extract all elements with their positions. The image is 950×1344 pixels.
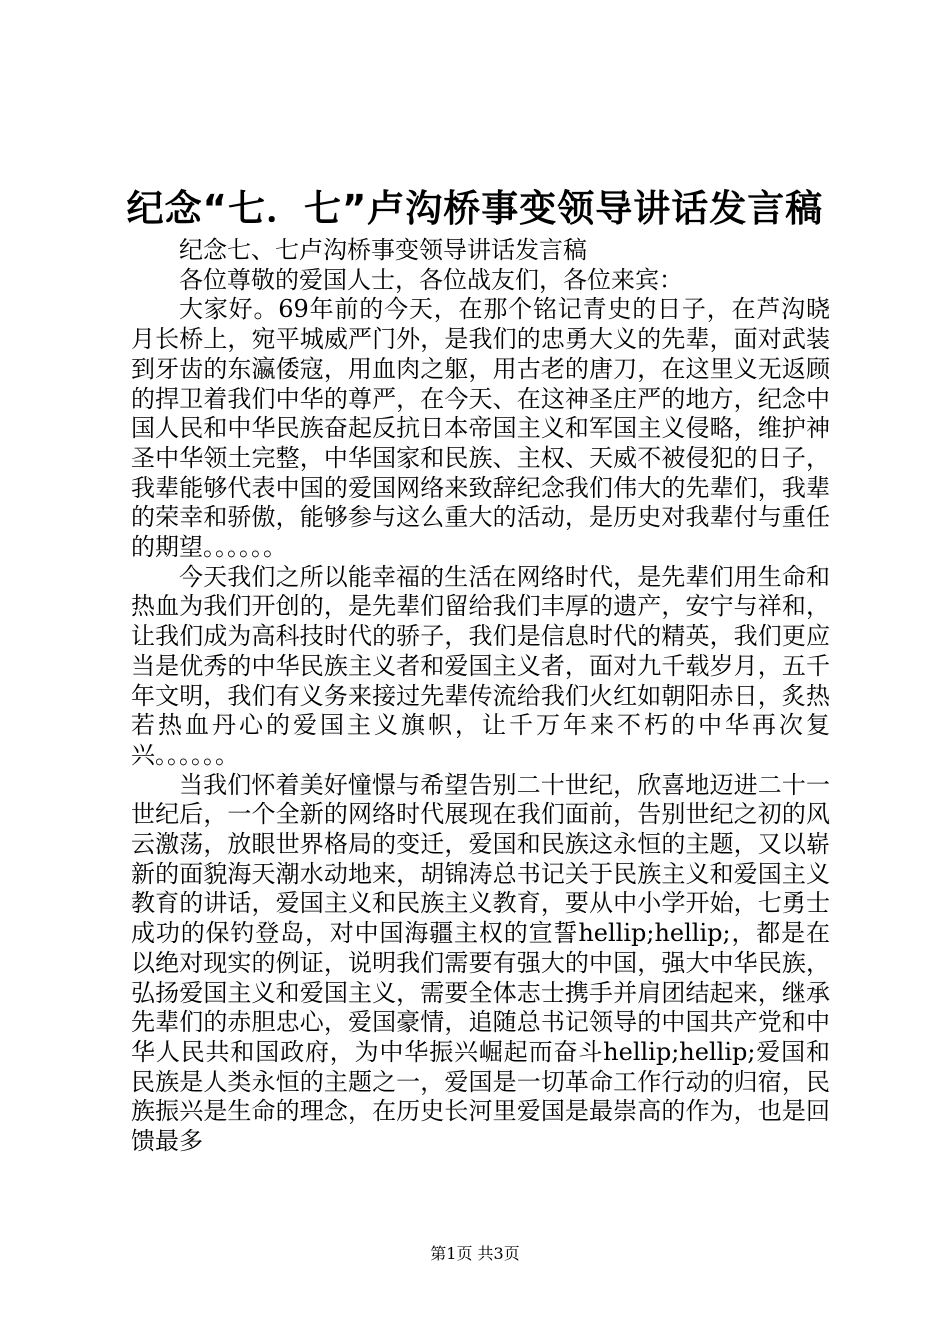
body-paragraph: 大家好。69年前的今天，在那个铭记青史的日子，在芦沟晓月长桥上，宛平城威严门外，是我们的忠勇大义的先辈，面对武装到牙齿的东瀛倭寇，用血肉之躯，用古老的唐刀，在这里义无返顾的捍卫着我们中华的尊严，在今天、在这神圣庄严的地方，纪念中国人民和中华民族奋起反抗日本帝国主义和军国主义侵略，维护神圣中华领土完整，中华国家和民族、主权、天威不被侵犯的日子，我辈能够代表中国的爱国网络来致辞纪念我们伟大的先辈们，我辈的荣幸和骄傲，能够参与这么重大的活动，是历史对我辈付与重任的期望。。。。。。 — [131, 295, 830, 562]
document-title: 纪念“七．七”卢沟桥事变领导讲话发言稿 — [126, 187, 824, 230]
document-body — [131, 236, 830, 1157]
salutation-paragraph: 各位尊敬的爱国人士，各位战友们，各位来宾： — [179, 265, 683, 294]
body-paragraph: 今天我们之所以能幸福的生活在网络时代，是先辈们用生命和热血为我们开创的，是先辈们留给我们丰厚的遗产，安宁与祥和，让我们成为高科技时代的骄子，我们是信息时代的精英，我们更应当是优秀的中华民族主义者和爱国主义者，面对九千载岁月，五千年文明，我们有义务来接过先辈传流给我们火红如朝阳赤日，炙热若热血丹心的爱国主义旗帜，让千万年来不朽的中华再次复兴。。。。。。 — [131, 562, 830, 769]
page-footer: 第1页 共3页 — [430, 1244, 520, 1263]
subtitle-paragraph: 纪念七、七卢沟桥事变领导讲话发言稿 — [179, 236, 587, 264]
body-paragraph: 当我们怀着美好憧憬与希望告别二十世纪，欣喜地迈进二十一世纪后，一个全新的网络时代展现在我们面前，告别世纪之初的风云激荡，放眼世界格局的变迁，爱国和民族这永恒的主题，又以崭新的面貌海天潮水动地来，胡锦涛总书记关于民族主义和爱国主义教育的讲话，爱国主义和民族主义教育，要从中小学开始，七勇士成功的保钓登岛，对中国海疆主权的宣誓hellip;hellip;，都是在以绝对现实的例证，说明我们需要有强大的中国，强大中华民族，弘扬爱国主义和爱国主义，需要全体志士携手并肩团结起来，继承先辈们的赤胆忠心，爱国豪情，追随总书记领导的中国共产党和中华人民共和国政府，为中华振兴崛起而奋斗hellip;hellip;爱国和民族是人类永恒的主题之一，爱国是一切革命工作行动的归宿，民族振兴是生命的理念，在历史长河里爱国是最崇高的作为，也是回馈最多 — [131, 770, 830, 1156]
